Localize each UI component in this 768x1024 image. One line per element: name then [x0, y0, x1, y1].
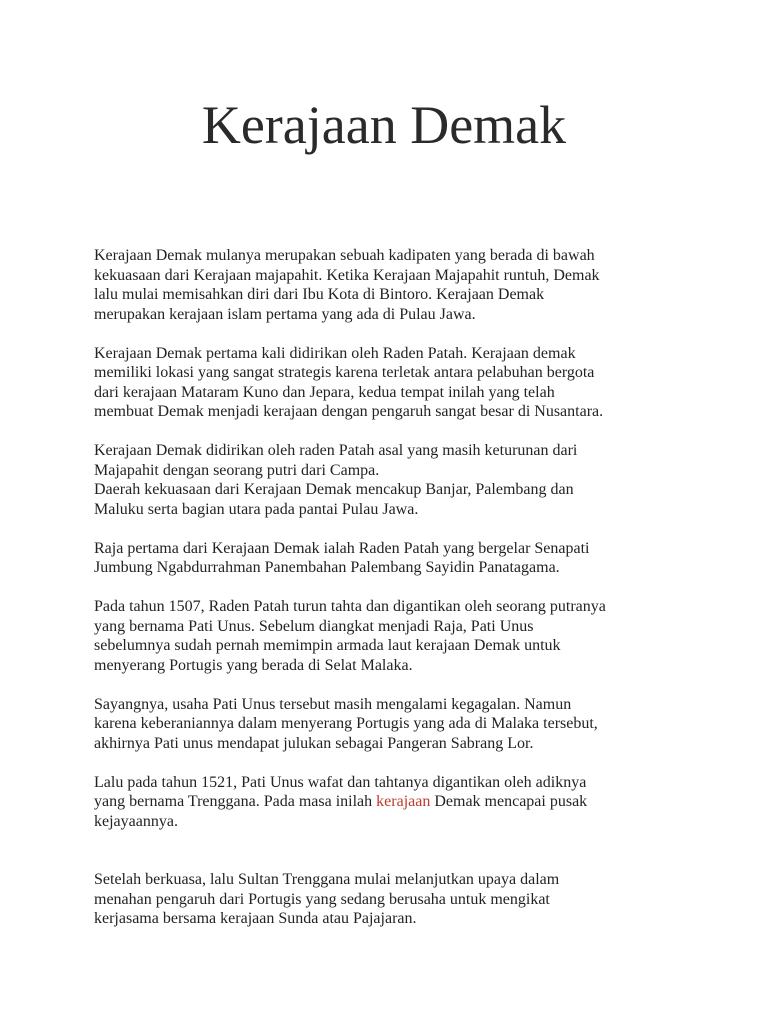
text-segment: yang bernama Trenggana. Pada masa inilah: [94, 793, 377, 810]
text-line: membuat Demak menjadi kerajaan dengan pengaruh sangat besar di Nusantara.: [94, 403, 604, 420]
text-line: Kerajaan Demak mulanya merupakan sebuah kadipaten yang berada di bawah: [94, 247, 595, 264]
text-line: kekuasaan dari Kerajaan majapahit. Ketika Kerajaan Majapahit runtuh, Demak: [94, 266, 600, 284]
text-line: Raja pertama dari Kerajaan Demak ialah Raden Patah yang bergelar Senapati: [94, 539, 590, 557]
text-line: Pada tahun 1507, Raden Patah turun tahta dan digantikan oleh seorang putranya: [94, 598, 606, 615]
paragraph-7: [94, 773, 684, 832]
paragraph-5: [94, 597, 684, 675]
text-line: menahan pengaruh dari Portugis yang sedang berusaha untuk mengikat: [94, 890, 550, 908]
text-line: lalu mulai memisahkan diri dari Ibu Kota di Bintoro. Kerajaan Demak: [94, 286, 545, 303]
text-line: menyerang Portugis yang berada di Selat Malaka.: [94, 656, 413, 674]
text-line: Daerah kekuasaan dari Kerajaan Demak mencakup Banjar, Palembang dan: [94, 481, 574, 498]
text-line: memiliki lokasi yang sangat strategis karena terletak antara pelabuhan bergota: [94, 364, 595, 381]
text-line: Jumbung Ngabdurrahman Panembahan Palembang Sayidin Panatagama.: [94, 559, 560, 576]
text-line-with-link: [94, 792, 684, 812]
text-line: dari kerajaan Mataram Kuno dan Jepara, kedua tempat inilah yang telah: [94, 383, 555, 401]
text-line: Kerajaan Demak pertama kali didirikan oleh Raden Patah. Kerajaan demak: [94, 344, 576, 362]
text-line: merupakan kerajaan islam pertama yang ada di Pulau Jawa.: [94, 305, 476, 323]
text-line: akhirnya Pati unus mendapat julukan sebagai Pangeran Sabrang Lor.: [94, 734, 534, 752]
text-line: Majapahit dengan seorang putri dari Campa.: [94, 461, 380, 479]
kerajaan-link[interactable]: kerajaan: [376, 793, 431, 810]
text-line: Lalu pada tahun 1521, Pati Unus wafat dan tahtanya digantikan oleh adiknya: [94, 773, 587, 791]
text-line: kejayaannya.: [94, 812, 178, 830]
paragraph-3: [94, 441, 684, 519]
text-line: karena keberaniannya dalam menyerang Portugis yang ada di Malaka tersebut,: [94, 715, 598, 732]
text-line: Maluku serta bagian utara pada pantai Pulau Jawa.: [94, 500, 419, 518]
paragraph-8: [94, 870, 684, 929]
paragraph-4: [94, 539, 684, 578]
paragraph-1: [94, 246, 684, 324]
text-line: Kerajaan Demak didirikan oleh raden Patah asal yang masih keturunan dari: [94, 442, 578, 459]
text-line: sebelumnya sudah pernah memimpin armada laut kerajaan Demak untuk: [94, 637, 561, 654]
text-segment: Demak mencapai pusak: [430, 793, 588, 810]
document-body: [94, 246, 684, 929]
page-title: Kerajaan Demak: [201, 95, 567, 155]
text-line: kerjasama bersama kerajaan Sunda atau Pajajaran.: [94, 910, 417, 927]
text-line: Sayangnya, usaha Pati Unus tersebut masih mengalami kegagalan. Namun: [94, 695, 572, 713]
paragraph-2: [94, 344, 684, 422]
paragraph-6: [94, 695, 684, 754]
text-line: yang bernama Pati Unus. Sebelum diangkat menjadi Raja, Pati Unus: [94, 617, 534, 635]
text-line: Setelah berkuasa, lalu Sultan Trenggana mulai melanjutkan upaya dalam: [94, 871, 560, 888]
